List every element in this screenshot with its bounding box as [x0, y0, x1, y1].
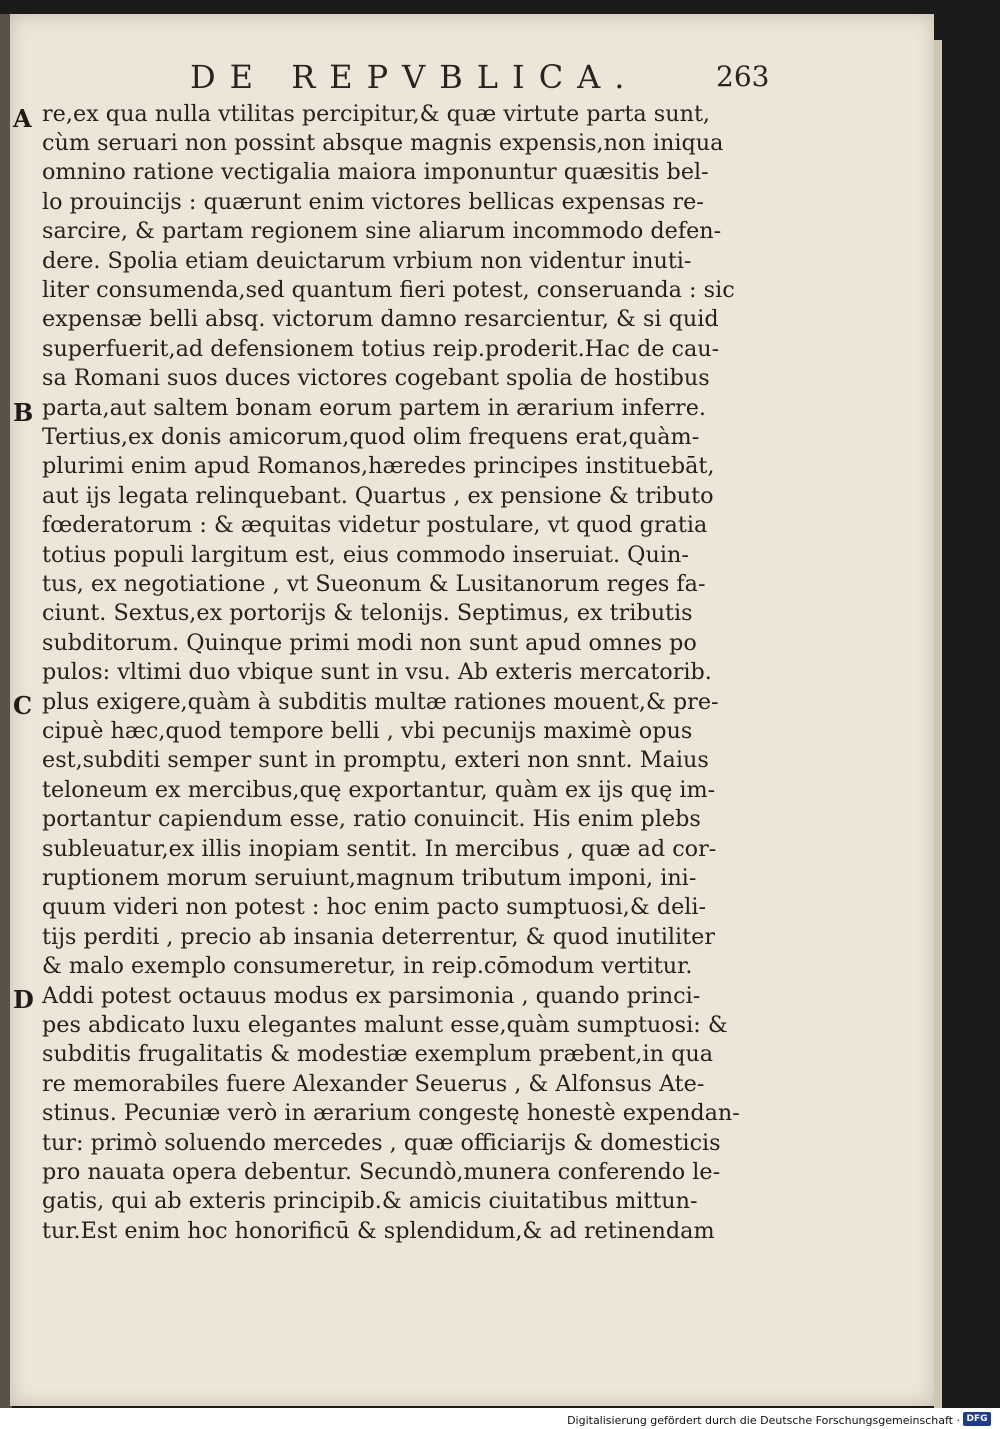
marginal-letter-d: D	[13, 985, 34, 1014]
text-line: ciunt. Sextus,ex portorijs & telonijs. Septimus, ex tributis	[42, 600, 693, 626]
text-line: quum videri non potest : hoc enim pacto sumptuosi,& deli-	[42, 894, 707, 920]
text-line: pes abdicato luxu elegantes malunt esse,quàm sumptuosi: &	[42, 1012, 728, 1038]
text-line: portantur capiendum esse, ratio conuincit. His enim plebs	[42, 806, 701, 832]
text-line: fœderatorum : & æquitas videtur postulare, vt quod gratia	[42, 512, 708, 538]
text-line: re,ex qua nulla vtilitas percipitur,& quæ virtute parta sunt,	[42, 101, 711, 127]
text-line: ruptionem morum seruiunt,magnum tributum imponi, ini-	[42, 865, 697, 891]
text-line: re memorabiles fuere Alexander Seuerus , & Alfonsus Ate-	[42, 1071, 705, 1097]
text-line: stinus. Pecuniæ verò in ærarium congestę honestè expendan-	[42, 1100, 740, 1126]
text-line: expensæ belli absq. victorum damno resarcientur, & si quid	[42, 306, 719, 332]
text-line: teloneum ex mercibus,quę exportantur, quàm ex ijs quę im-	[42, 777, 716, 803]
text-line: subditis frugalitatis & modestiæ exemplum præbent,in qua	[42, 1041, 713, 1067]
text-line: Addi potest octauus modus ex parsimonia , quando princi-	[42, 983, 701, 1009]
text-line: totius populi largitum est, eius commodo inseruiat. Quin-	[42, 542, 689, 568]
text-line: cùm seruari non possint absque magnis expensis,non iniqua	[42, 130, 724, 156]
dfg-logo: DFG	[963, 1412, 991, 1426]
running-head: DE REPVBLICA.	[190, 58, 639, 96]
text-line: pro nauata opera debentur. Secundò,munera conferendo le-	[42, 1159, 721, 1185]
digitization-credit: Digitalisierung gefördert durch die Deutsche Forschungsgemeinschaft ·	[567, 1414, 960, 1427]
text-line: omnino ratione vectigalia maiora imponuntur quæsitis bel-	[42, 159, 709, 185]
text-line: sa Romani suos duces victores cogebant spolia de hostibus	[42, 365, 710, 391]
text-line: parta,aut saltem bonam eorum partem in ærarium inferre.	[42, 395, 706, 421]
text-line: superfuerit,ad defensionem totius reip.proderit.Hac de cau-	[42, 336, 720, 362]
text-line: & malo exemplo consumeretur, in reip.cōmodum vertitur.	[42, 953, 693, 979]
text-line: pulos: vltimi duo vbique sunt in vsu. Ab exteris mercatorib.	[42, 659, 712, 685]
text-line: gatis, qui ab exteris principib.& amicis ciuitatibus mittun-	[42, 1188, 698, 1214]
text-line: tus, ex negotiatione , vt Sueonum & Lusitanorum reges fa-	[42, 571, 706, 597]
text-line: tijs perditi , precio ab insania deterrentur, & quod inutiliter	[42, 924, 715, 950]
text-line: est,subditi semper sunt in promptu, exteri non snnt. Maius	[42, 747, 709, 773]
marginal-letter-a: A	[13, 104, 32, 133]
text-line: lo prouincijs : quærunt enim victores bellicas expensas re-	[42, 189, 704, 215]
text-line: dere. Spolia etiam deuictarum vrbium non videntur inuti-	[42, 248, 692, 274]
page-number: 263	[716, 60, 770, 93]
text-line: tur.Est enim hoc honorificū & splendidum,& ad retinendam	[42, 1218, 715, 1244]
marginal-letter-c: C	[13, 691, 33, 720]
text-line: tur: primò soluendo mercedes , quæ officiarijs & domesticis	[42, 1130, 721, 1156]
text-line: aut ijs legata relinquebant. Quartus , ex pensione & tributo	[42, 483, 714, 509]
text-line: liter consumenda,sed quantum fieri potest, conseruanda : sic	[42, 277, 735, 303]
text-line: subleuatur,ex illis inopiam sentit. In mercibus , quæ ad cor-	[42, 836, 717, 862]
text-line: subditorum. Quinque primi modi non sunt apud omnes po	[42, 630, 697, 656]
marginal-letter-b: B	[13, 398, 34, 427]
text-line: sarcire, & partam regionem sine aliarum incommodo defen-	[42, 218, 722, 244]
text-line: plurimi enim apud Romanos,hæredes principes instituebāt,	[42, 453, 715, 479]
page-fore-edge	[934, 40, 942, 1408]
text-line: cipuè hæc,quod tempore belli , vbi pecunijs maximè opus	[42, 718, 693, 744]
text-line: Tertius,ex donis amicorum,quod olim frequens erat,quàm-	[42, 424, 700, 450]
text-line: plus exigere,quàm à subditis multæ rationes mouent,& pre-	[42, 689, 719, 715]
